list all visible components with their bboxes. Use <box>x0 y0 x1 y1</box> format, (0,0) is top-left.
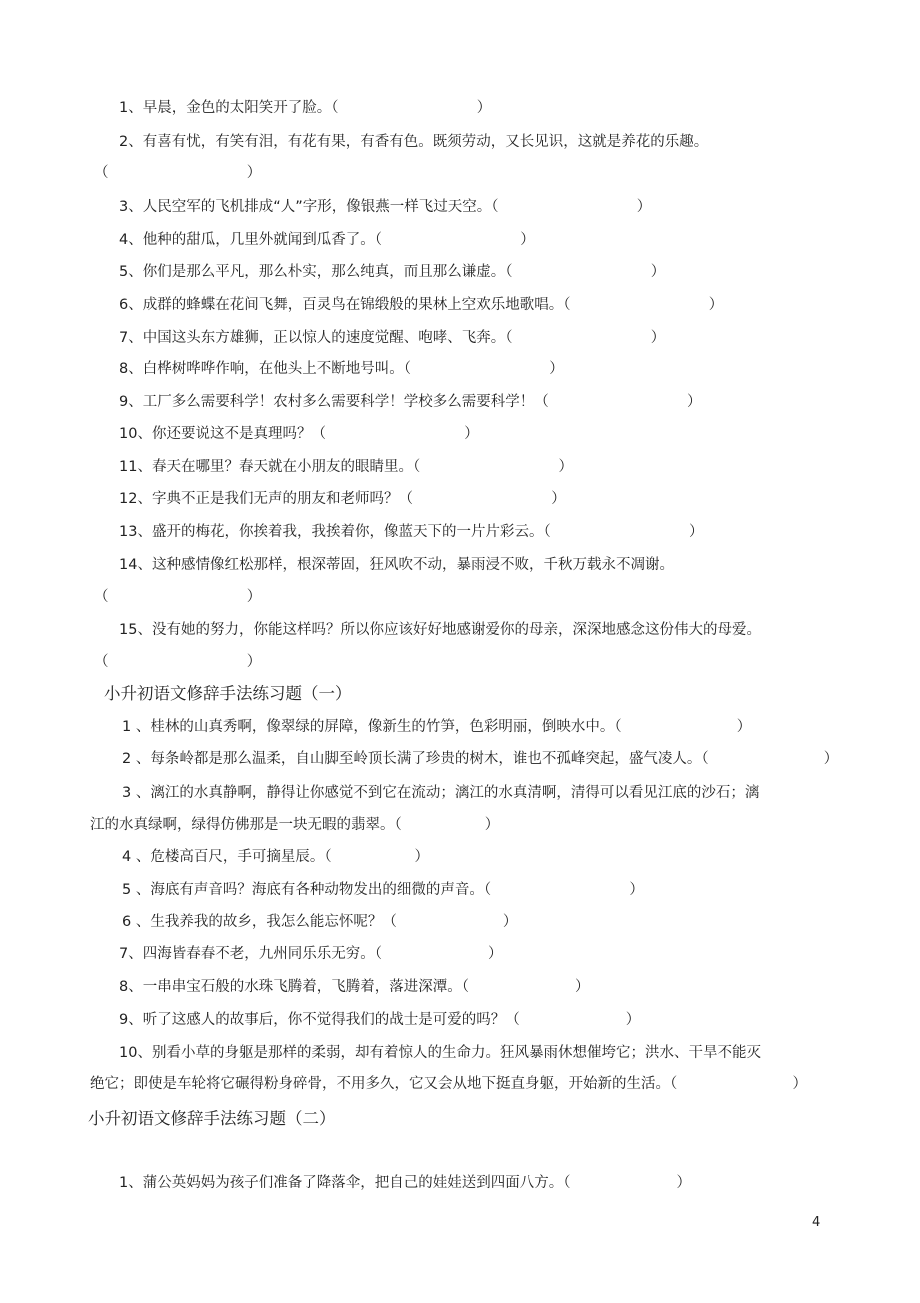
exercise-line: 10、你还要说这不是真理吗？（ ） <box>119 426 479 442</box>
exercise-line: 5 、海底有声音吗？海底有各种动物发出的细微的声音。（ ） <box>122 882 644 898</box>
exercise-line: 1 、桂林的山真秀啊，像翠绿的屏障，像新生的竹笋，色彩明丽，倒映水中。（ ） <box>122 719 752 735</box>
exercise-line: 5、你们是那么平凡，那么朴实，那么纯真，而且那么谦虚。（ ） <box>119 264 666 280</box>
exercise-line: 2 、每条岭都是那么温柔，自山脚至岭顶长满了珍贵的树木，谁也不孤峰突起，盛气凌人。（ ） <box>122 751 839 767</box>
answer-blank: （ ） <box>94 589 262 605</box>
exercise-line: 11、春天在哪里？春天就在小朋友的眼睛里。（ ） <box>119 459 573 475</box>
exercise-line: 8、白桦树哗哗作响，在他头上不断地号叫。（ ） <box>119 361 564 377</box>
exercise-line: 9、听了这感人的故事后，你不觉得我们的战士是可爱的吗？（ ） <box>119 1012 641 1028</box>
exercise-line: 3、人民空军的飞机排成“人”字形，像银燕一样飞过天空。（ ） <box>119 199 652 215</box>
exercise-line: 3 、漓江的水真静啊，静得让你感觉不到它在流动；漓江的水真清啊，清得可以看见江底的沙石；漓 <box>122 785 760 801</box>
exercise-line: 1、早晨，金色的太阳笑开了脸。（ ） <box>119 100 492 116</box>
exercise-line: 7、四海皆春春不老，九州同乐乐无穷。（ ） <box>119 946 503 962</box>
exercise-line: 4 、危楼高百尺，手可摘星辰。（ ） <box>122 849 430 865</box>
exercise-line: 13、盛开的梅花，你挨着我，我挨着你，像蓝天下的一片片彩云。（ ） <box>119 524 704 540</box>
answer-blank: （ ） <box>94 165 262 181</box>
answer-blank: （ ） <box>94 654 262 670</box>
section-heading: 小升初语文修辞手法练习题（一） <box>104 684 352 703</box>
exercise-line: 绝它；即使是车轮将它碾得粉身碎骨，不用多久，它又会从地下挺直身躯，开始新的生活。（ ） <box>90 1076 807 1092</box>
page-number: 4 <box>812 1215 821 1230</box>
exercise-line: 4、他种的甜瓜，几里外就闻到瓜香了。（ ） <box>119 232 535 248</box>
exercise-line: 6 、生我养我的故乡，我怎么能忘怀呢？（ ） <box>122 914 518 930</box>
section-heading: 小升初语文修辞手法练习题（二） <box>88 1109 336 1128</box>
exercise-line: 14、这种感情像红松那样，根深蒂固，狂风吹不动，暴雨浸不败，千秋万载永不凋谢。 <box>119 557 674 573</box>
exercise-line: 8、一串串宝石般的水珠飞腾着，飞腾着，落进深潭。（ ） <box>119 979 590 995</box>
exercise-line: 12、字典不正是我们无声的朋友和老师吗？（ ） <box>119 491 566 507</box>
exercise-line: 9、工厂多么需要科学！农村多么需要科学！学校多么需要科学！（ ） <box>119 394 702 410</box>
exercise-line: 1、蒲公英妈妈为孩子们准备了降落伞，把自己的娃娃送到四面八方。（ ） <box>119 1175 691 1191</box>
exercise-line: 江的水真绿啊，绿得仿佛那是一块无暇的翡翠。（ ） <box>90 817 500 833</box>
exercise-line: 2、有喜有忧，有笑有泪，有花有果，有香有色。既须劳动，又长见识，这就是养花的乐趣。 <box>119 134 709 150</box>
exercise-line: 7、中国这头东方雄狮，正以惊人的速度觉醒、咆哮、飞奔。（ ） <box>119 330 666 346</box>
exercise-line: 15、没有她的努力，你能这样吗？所以你应该好好地感谢爱你的母亲，深深地感念这份伟大的母爱。 <box>119 622 761 638</box>
exercise-line: 6、成群的蜂蝶在花间飞舞，百灵鸟在锦缎般的果林上空欢乐地歌唱。（ ） <box>119 297 724 313</box>
exercise-line: 10、别看小草的身躯是那样的柔弱，却有着惊人的生命力。狂风暴雨休想催垮它；洪水、干旱不能灭 <box>119 1045 761 1061</box>
